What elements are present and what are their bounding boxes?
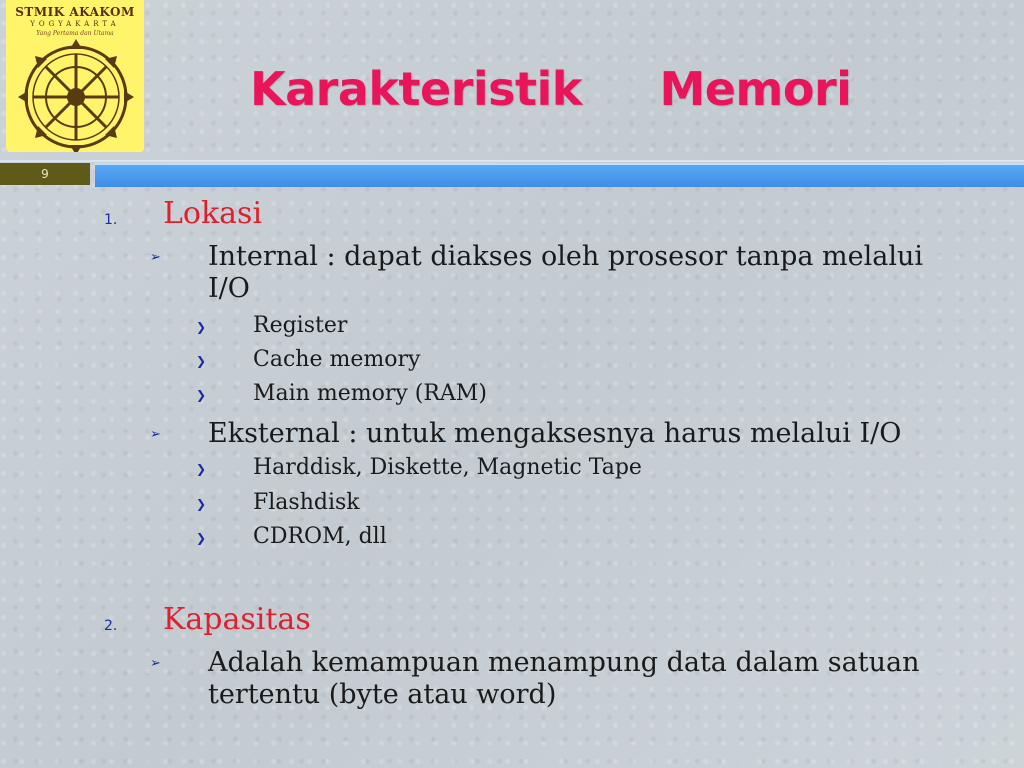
section-number: 2. bbox=[104, 618, 118, 634]
page-number: 9 bbox=[0, 163, 90, 185]
section-heading: Kapasitas bbox=[163, 602, 311, 637]
solid-chevron-icon: ❯ bbox=[196, 320, 207, 334]
list-item-text: Internal : dapat diakses oleh prosesor tanpa melalui bbox=[208, 241, 924, 272]
hollow-chevron-icon: ➢ bbox=[150, 656, 161, 671]
solid-chevron-icon: ❯ bbox=[196, 531, 207, 545]
sub-list-item: Register bbox=[253, 313, 348, 338]
slide-title: Karakteristik Memori bbox=[250, 62, 852, 116]
sub-list-item: Cache memory bbox=[253, 347, 421, 372]
section-heading: Lokasi bbox=[163, 196, 263, 231]
section-number: 1. bbox=[104, 212, 118, 228]
sub-list-item: Flashdisk bbox=[253, 490, 360, 515]
solid-chevron-icon: ❯ bbox=[196, 388, 207, 402]
logo-motto: Yang Pertama dan Utama bbox=[36, 30, 114, 37]
solid-chevron-icon: ❯ bbox=[196, 497, 207, 511]
list-item-text: Adalah kemampuan menampung data dalam satuan bbox=[208, 647, 920, 678]
logo-city: YOGYAKARTA bbox=[30, 20, 120, 28]
list-item-text: Eksternal : untuk mengaksesnya harus melalui I/O bbox=[208, 418, 902, 449]
logo-title: STMIK AKAKOM bbox=[15, 5, 135, 19]
sub-list-item: Harddisk, Diskette, Magnetic Tape bbox=[253, 455, 642, 480]
sub-list-item: Main memory (RAM) bbox=[253, 381, 487, 406]
list-item-text-continued: I/O bbox=[208, 273, 250, 304]
solid-chevron-icon: ❯ bbox=[196, 462, 207, 476]
hollow-chevron-icon: ➢ bbox=[150, 250, 161, 265]
sub-list-item: CDROM, dll bbox=[253, 524, 387, 549]
solid-chevron-icon: ❯ bbox=[196, 354, 207, 368]
list-item-text-continued: tertentu (byte atau word) bbox=[208, 679, 557, 710]
hollow-chevron-icon: ➢ bbox=[150, 427, 161, 442]
